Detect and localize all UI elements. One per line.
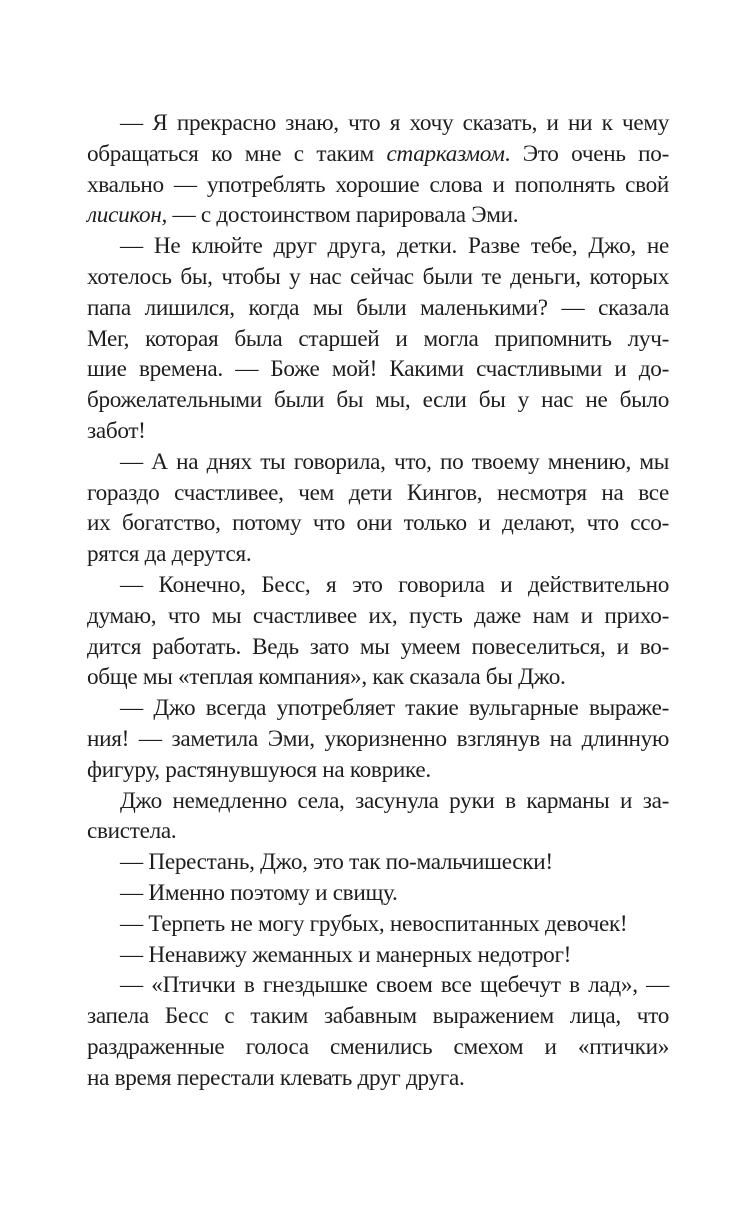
text-line [87,816,669,847]
text-line [87,1063,669,1094]
text-line [87,416,669,447]
text-line [87,262,669,293]
paragraph [87,847,669,878]
text-segment: свистела. [87,818,177,845]
text-segment: шие времена. — Боже мой! Какими счастливыми и до- [87,356,669,383]
text-segment: рятся да дерутся. [87,541,252,568]
text-segment: их богатство, потому что они только и делают, что ссо- [87,510,669,537]
text-segment: брожелательными были бы мы, если бы у нас не было [87,387,669,414]
text-line [87,632,669,663]
paragraph [87,940,669,971]
text-line [87,940,669,971]
italic-text: лисикон, [87,202,168,229]
text-segment: — Конечно, Бесс, я это говорила и действительно [120,571,669,598]
text-segment: хвально — употреблять хорошие слова и пополнять свой [87,171,669,198]
text-segment: запела Бесс с таким забавным выражением лица, что [87,1003,669,1030]
paragraph [87,909,669,940]
text-segment: — Я прекрасно знаю, что я хочу сказать, и ни к чему [120,110,669,136]
text-line [87,970,669,1001]
paragraph [87,231,669,447]
text-segment: ния! — заметила Эми, укоризненно взглянув на длинную [87,725,669,752]
text-segment: на время перестали клевать друг друга. [87,1064,465,1091]
text-segment: думаю, что мы счастливее их, пусть даже нам и прихо- [87,602,669,629]
text-line [87,1032,669,1063]
text-segment: хотелось бы, чтобы у нас сейчас были те деньги, которых [87,263,669,290]
text-line [87,601,669,632]
paragraph [87,970,669,1093]
text-line [87,508,669,539]
body-text [87,108,669,1094]
text-line [87,293,669,324]
text-line [87,478,669,509]
text-line [87,139,669,170]
text-line [87,385,669,416]
paragraph [87,108,669,231]
text-segment: — Джо всегда употребляет такие вульгарные выраже- [120,695,669,722]
text-segment: — с достоинством парировала Эми. [167,202,519,229]
text-segment: — Именно поэтому и свищу. [120,879,398,906]
paragraph [87,878,669,909]
text-line [87,570,669,601]
text-segment: дится работать. Ведь зато мы умеем повеселиться, и во- [87,633,669,660]
text-line [87,324,669,355]
text-line [87,539,669,570]
text-line [87,755,669,786]
text-line [87,231,669,262]
text-segment: Мег, которая была старшей и могла припомнить луч- [87,325,669,352]
italic-text: старказмом [386,140,505,167]
text-line [87,662,669,693]
paragraph [87,786,669,848]
paragraph [87,570,669,693]
paragraph [87,447,669,570]
text-segment: — «Птички в гнездышке своем все щебечут в лад», — [120,972,669,999]
text-line [87,447,669,478]
text-line [87,170,669,201]
text-line [87,847,669,878]
text-segment: — Ненавижу жеманных и манерных недотрог! [120,941,572,968]
text-line [87,354,669,385]
text-line [87,909,669,940]
text-segment: раздраженные голоса сменились смехом и «птички» [87,1033,669,1060]
text-segment: — Не клюйте друг друга, детки. Разве тебе, Джо, не [120,233,669,260]
text-line [87,724,669,755]
text-line [87,200,669,231]
paragraph [87,693,669,785]
text-segment: фигуру, растянувшуюся на коврике. [87,756,431,783]
text-segment: — А на днях ты говорила, что, по твоему мнению, мы [120,448,669,475]
text-segment: гораздо счастливее, чем дети Кингов, несмотря на все [87,479,669,506]
text-line [87,693,669,724]
text-line [87,786,669,817]
text-segment: обращаться ко мне с таким [87,140,387,167]
text-line [87,878,669,909]
text-segment: — Перестань, Джо, это так по-мальчишески! [120,849,553,876]
text-segment: забот! [87,417,146,444]
text-segment: — Терпеть не могу грубых, невоспитанных девочек! [120,910,628,937]
text-segment: . Это очень по- [504,140,670,167]
text-segment: обще мы «теплая компания», как сказала бы Джо. [87,664,566,691]
text-line [87,1001,669,1032]
text-segment: Джо немедленно села, засунула руки в карманы и за- [120,787,669,814]
text-segment: папа лишился, когда мы были маленькими? — сказала [87,294,669,321]
text-line [87,108,669,139]
